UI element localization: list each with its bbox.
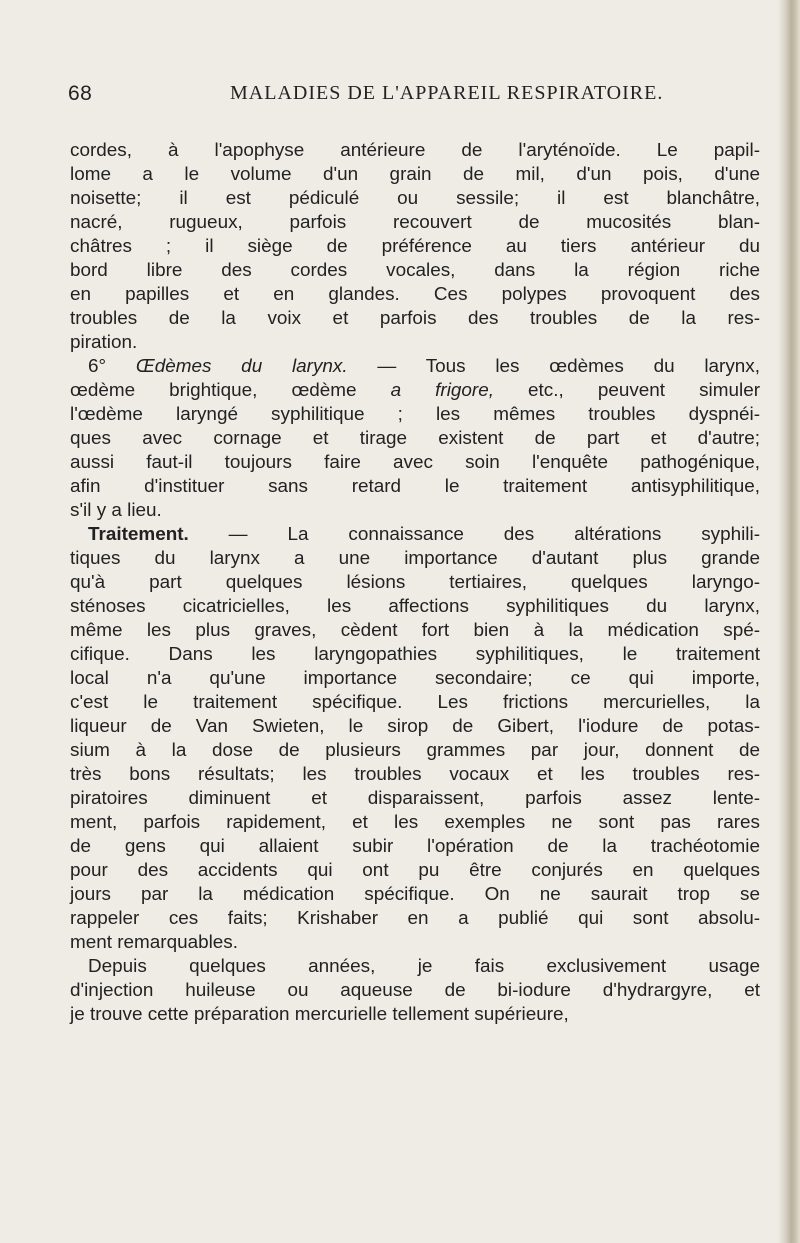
running-head: MALADIES DE L'APPAREIL RESPIRATOIRE. [230,82,664,104]
text-line [70,979,760,1003]
page-header [0,82,800,112]
line-text: lome a le volume d'un grain de mil, d'un pois, d'une [70,164,760,185]
line-text: je trouve cette préparation mercurielle tellement supérieure, [70,1004,569,1025]
text-line [70,811,760,835]
page-binding-edge [778,0,800,1243]
text-line [70,571,760,595]
line-text: en papilles et en glandes. Ces polypes provoquent des [70,284,760,305]
text-line [70,187,760,211]
line-text: sténoses cicatricielles, les affections syphilitiques du larynx, [70,596,760,617]
text-line [70,691,760,715]
line-text: pour des accidents qui ont pu être conjurés en quelques [70,860,760,881]
line-text: Depuis quelques années, je fais exclusivement usage [88,956,760,977]
text-line [70,907,760,931]
line-text: même les plus graves, cèdent fort bien à la médication spé- [70,620,760,641]
text-line [70,523,760,547]
line-text: ment, parfois rapidement, et les exemples ne sont pas rares [70,812,760,833]
body-text [70,139,760,1027]
line-text: rappeler ces faits; Krishaber en a publié qui sont absolu- [70,908,760,929]
text-line [70,403,760,427]
line-text: qu'à part quelques lésions tertiaires, quelques laryngo- [70,572,760,593]
line-text: ment remarquables. [70,932,238,953]
text-line [70,715,760,739]
text-line [70,955,760,979]
text-line [70,331,760,355]
text-line [70,667,760,691]
line-text: — Tous les œdèmes du larynx, [347,356,760,377]
line-text: jours par la médication spécifique. On ne saurait trop se [70,884,760,905]
line-text: s'il y a lieu. [70,500,162,521]
line-text: c'est le traitement spécifique. Les frictions mercurielles, la [70,692,760,713]
text-line [70,163,760,187]
text-line [70,859,760,883]
text-line [70,427,760,451]
italic-term: Œdèmes du larynx. [135,356,348,377]
text-line [70,475,760,499]
line-text: châtres ; il siège de préférence au tiers antérieur du [70,236,760,257]
line-text: troubles de la voix et parfois des troubles de la res- [70,308,760,329]
line-text: œdème brightique, œdème [70,380,391,401]
text-line [70,835,760,859]
text-line [70,547,760,571]
text-line [70,787,760,811]
line-text: cifique. Dans les laryngopathies syphilitiques, le traitement [70,644,760,665]
line-text: local n'a qu'une importance secondaire; ce qui importe, [70,668,760,689]
line-text: tiques du larynx a une importance d'autant plus grande [70,548,760,569]
line-text: cordes, à l'apophyse antérieure de l'aryténoïde. Le papil- [70,140,760,161]
text-line [70,379,760,403]
text-line [70,235,760,259]
line-text: l'œdème laryngé syphilitique ; les mêmes troubles dyspnéi- [70,404,760,425]
text-line [70,763,760,787]
text-line [70,307,760,331]
line-text: de gens qui allaient subir l'opération de la trachéotomie [70,836,760,857]
text-line [70,643,760,667]
line-text: ques avec cornage et tirage existent de part et d'autre; [70,428,760,449]
text-line [70,283,760,307]
line-text: d'injection huileuse ou aqueuse de bi-iodure d'hydrargyre, et [70,980,760,1001]
line-text: piration. [70,332,138,353]
line-text: très bons résultats; les troubles vocaux et les troubles res- [70,764,760,785]
text-line [70,883,760,907]
line-text: — La connaissance des altérations syphili- [188,524,760,545]
line-text: 6° [88,356,136,377]
text-line [70,499,760,523]
line-text: etc., peuvent simuler [493,380,760,401]
text-line [70,619,760,643]
text-line [70,595,760,619]
text-line [70,1003,760,1027]
line-text: sium à la dose de plusieurs grammes par jour, donnent de [70,740,760,761]
text-line [70,739,760,763]
text-line [70,211,760,235]
line-text: nacré, rugueux, parfois recouvert de mucosités blan- [70,212,760,233]
line-text: piratoires diminuent et disparaissent, parfois assez lente- [70,788,760,809]
line-text: aussi faut-il toujours faire avec soin l'enquête pathogénique, [70,452,760,473]
text-line [70,139,760,163]
page-number: 68 [68,82,93,105]
line-text: liqueur de Van Swieten, le sirop de Gibert, l'iodure de potas- [70,716,760,737]
text-line [70,355,760,379]
section-heading: Traitement. [88,524,189,545]
line-text: afin d'instituer sans retard le traitement antisyphilitique, [70,476,760,497]
line-text: noisette; il est pédiculé ou sessile; il est blanchâtre, [70,188,760,209]
italic-term: a frigore, [390,380,494,401]
line-text: bord libre des cordes vocales, dans la région riche [70,260,760,281]
text-line [70,931,760,955]
text-line [70,259,760,283]
text-line [70,451,760,475]
